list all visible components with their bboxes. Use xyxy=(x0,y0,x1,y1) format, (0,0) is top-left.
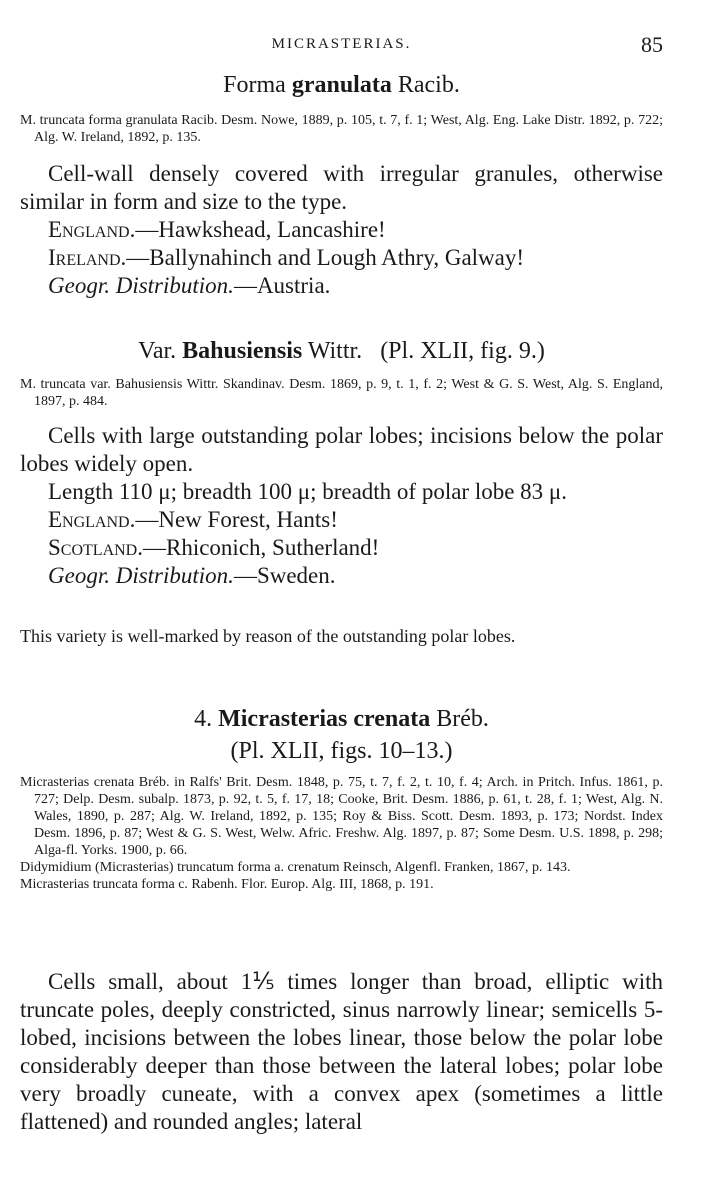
locality-region: England. xyxy=(48,217,136,242)
crenata-heading xyxy=(20,704,663,734)
crenata-synonymy xyxy=(20,774,663,893)
locality-region: Scotland. xyxy=(48,535,143,560)
heading-prefix: Forma xyxy=(223,72,286,98)
taxon-name: Micrasterias crenata xyxy=(218,706,431,732)
locality-england xyxy=(20,506,663,534)
forma-granulata-synonymy xyxy=(20,112,663,146)
distribution-value: —Austria. xyxy=(233,273,331,298)
geographic-distribution xyxy=(20,272,663,300)
description: Cells with large outstanding polar lobes; incisions below the polar lobes widely open. xyxy=(20,423,663,476)
distribution-value: —Sweden. xyxy=(233,563,336,588)
crenata-plate-heading xyxy=(20,736,663,766)
page-number: 85 xyxy=(641,32,663,57)
plate-reference: (Pl. XLII, fig. 9.) xyxy=(380,338,545,364)
distribution-label: Geogr. Distribution. xyxy=(48,273,234,298)
locality-ireland xyxy=(20,244,663,272)
taxon-author: Racib. xyxy=(397,72,460,98)
locality-place: —Hawkshead, Lancashire! xyxy=(135,217,386,242)
running-title: MICRASTERIAS. xyxy=(271,36,412,52)
synonymy-entry: M. truncata forma granulata Racib. Desm. Nowe, 1889, p. 105, t. 7, f. 1; West, Alg. Eng. Lake Distr. 1892, p. 722; Alg. W. Ireland, 1892, p. 135. xyxy=(20,113,663,145)
species-number: 4. xyxy=(194,706,213,732)
taxon-author: Wittr. xyxy=(307,338,363,364)
forma-granulata-body xyxy=(20,160,663,300)
locality-england xyxy=(20,216,663,244)
heading-prefix: Var. xyxy=(138,338,177,364)
locality-scotland xyxy=(20,534,663,562)
taxon-name: granulata xyxy=(291,72,392,98)
locality-place: —New Forest, Hants! xyxy=(135,507,338,532)
locality-place: —Rhiconich, Sutherland! xyxy=(142,535,380,560)
var-bahusiensis-note xyxy=(20,624,663,648)
geographic-distribution xyxy=(20,562,663,590)
taxon-name: Bahusiensis xyxy=(182,338,303,364)
synonymy-entry: Didymidium (Micrasterias) truncatum forma a. crenatum Reinsch, Algenfl. Franken, 1867, p. 143. xyxy=(20,860,571,875)
synonymy-entry: Micrasterias crenata Bréb. in Ralfs' Brit. Desm. 1848, p. 75, t. 7, f. 2, t. 10, f. 4; Arch. in Pritch. Infus. 1861, p. 727; Delp. Desm. subalp. 1873, p. 92, t. 5, f. 17, 18; Cooke, Brit. Desm. 1886, p. 61, t. 28, f. 1; West, Alg. N. Wales, 1890, p. 287; Alg. W. Ireland, 1892, p. 135; Roy & Biss. Scott. Desm. 1893, p. 173; Nordst. Index Desm. 1896, p. 87; West & G. S. West, Welw. Afric. Freshw. Alg. 1897, p. 87; Some Desm. U.S. 1898, p. 298; Alga-fl. Yorks. 1900, p. 66. xyxy=(20,775,663,858)
locality-region: England. xyxy=(48,507,136,532)
note-text: This variety is well-marked by reason of the outstanding polar lobes. xyxy=(20,626,516,646)
running-head xyxy=(20,32,663,62)
description: Cell-wall densely covered with irregular granules, otherwise similar in form and size to the type. xyxy=(20,161,663,214)
taxon-author: Bréb. xyxy=(436,706,489,732)
plate-reference: (Pl. XLII, figs. 10–13.) xyxy=(230,738,453,764)
synonymy-entry: Micrasterias truncata forma c. Rabenh. Flor. Europ. Alg. III, 1868, p. 191. xyxy=(20,877,434,892)
forma-granulata-heading xyxy=(20,70,663,100)
book-page xyxy=(20,0,663,1200)
description: Cells small, about 1⅕ times longer than broad, elliptic with truncate poles, deeply constricted, sinus narrowly linear; semicells 5-lobed, incisions between the lobes linear, those below the polar lobe considerably deeper than those between the lateral lobes; polar lobe very broadly cuneate, with a convex apex (sometimes a little flattened) and rounded angles; lateral xyxy=(20,969,663,1134)
var-bahusiensis-synonymy xyxy=(20,376,663,410)
locality-place: —Ballynahinch and Lough Athry, Galway! xyxy=(126,245,525,270)
locality-region: Ireland. xyxy=(48,245,127,270)
var-bahusiensis-body xyxy=(20,422,663,590)
measurements: Length 110 μ; breadth 100 μ; breadth of polar lobe 83 μ. xyxy=(48,479,568,504)
crenata-body xyxy=(20,968,663,1136)
distribution-label: Geogr. Distribution. xyxy=(48,563,234,588)
var-bahusiensis-heading xyxy=(20,336,663,366)
synonymy-entry: M. truncata var. Bahusiensis Wittr. Skandinav. Desm. 1869, p. 9, t. 1, f. 2; West & G. S. West, Alg. S. England, 1897, p. 484. xyxy=(20,377,663,409)
